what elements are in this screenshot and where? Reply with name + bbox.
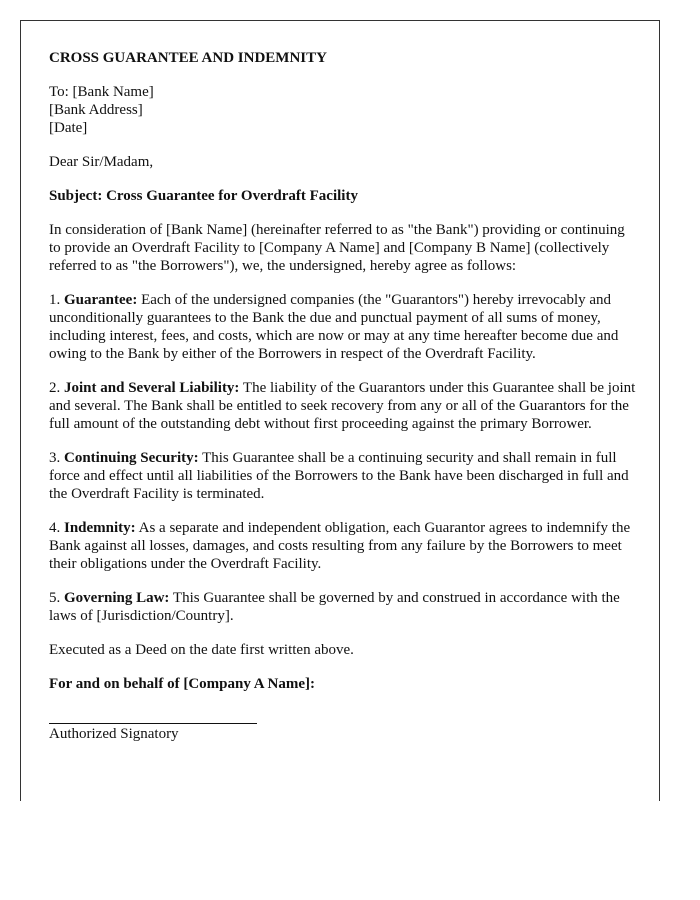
clause-text: This Guarantee shall be a continuing security and shall remain in full force and effect until all liabilities of the Borrowers to the Bank have been discharged in full and the Overdraft Facility is terminated. xyxy=(49,450,629,502)
clause-indemnity xyxy=(49,519,639,573)
clause-number: 5. xyxy=(49,590,61,606)
clause-number: 4. xyxy=(49,520,61,536)
clause-text: The liability of the Guarantors under this Guarantee shall be joint and several. The Bank shall be entitled to seek recovery from any or all of the Guarantors for the full amount of the outstanding debt without first proceeding against the primary Borrower. xyxy=(49,380,636,432)
signature-label: Authorized Signatory xyxy=(49,726,179,742)
document-content xyxy=(49,49,639,743)
subject-line: Subject: Cross Guarantee for Overdraft Facility xyxy=(49,188,358,204)
clause-text: This Guarantee shall be governed by and construed in accordance with the laws of [Jurisdiction/Country]. xyxy=(49,590,620,624)
clause-heading: Indemnity: xyxy=(64,520,136,536)
clause-heading: Continuing Security: xyxy=(64,450,199,466)
behalf-statement: For and on behalf of [Company A Name]: xyxy=(49,676,315,692)
document-page xyxy=(20,20,660,801)
intro-paragraph: In consideration of [Bank Name] (hereinafter referred to as "the Bank") providing or continuing to provide an Overdraft Facility to [Company A Name] and [Company B Name] (collectively referred to as "the Borrowers"), we, the undersigned, hereby agree as follows: xyxy=(49,222,625,274)
clause-joint-several-liability xyxy=(49,379,639,433)
clause-number: 1. xyxy=(49,292,61,308)
clause-heading: Governing Law: xyxy=(64,590,170,606)
recipient-address: [Bank Address] xyxy=(49,102,143,118)
clause-heading: Guarantee: xyxy=(64,292,138,308)
clause-governing-law xyxy=(49,589,639,625)
clause-number: 3. xyxy=(49,450,61,466)
clause-text: As a separate and independent obligation, each Guarantor agrees to indemnify the Bank against all losses, damages, and costs resulting from any failure by the Borrowers to meet their obligations under the Overdraft Facility. xyxy=(49,520,631,572)
recipient-date: [Date] xyxy=(49,120,88,136)
clause-guarantee xyxy=(49,291,639,363)
salutation: Dear Sir/Madam, xyxy=(49,154,154,170)
execution-statement: Executed as a Deed on the date first written above. xyxy=(49,642,354,658)
recipient-block xyxy=(49,83,639,137)
clause-heading: Joint and Several Liability: xyxy=(64,380,240,396)
recipient-to: To: [Bank Name] xyxy=(49,84,154,100)
clause-text: Each of the undersigned companies (the "Guarantors") hereby irrevocably and unconditionally guarantees to the Bank the due and punctual payment of all sums of money, including interest, fees, and costs, which are now or may at any time hereafter become due and owing to the Bank by either of the Borrowers in respect of the Overdraft Facility. xyxy=(49,292,619,362)
signature-line xyxy=(49,723,257,724)
document-title: CROSS GUARANTEE AND INDEMNITY xyxy=(49,50,327,66)
clause-continuing-security xyxy=(49,449,639,503)
clause-number: 2. xyxy=(49,380,61,396)
